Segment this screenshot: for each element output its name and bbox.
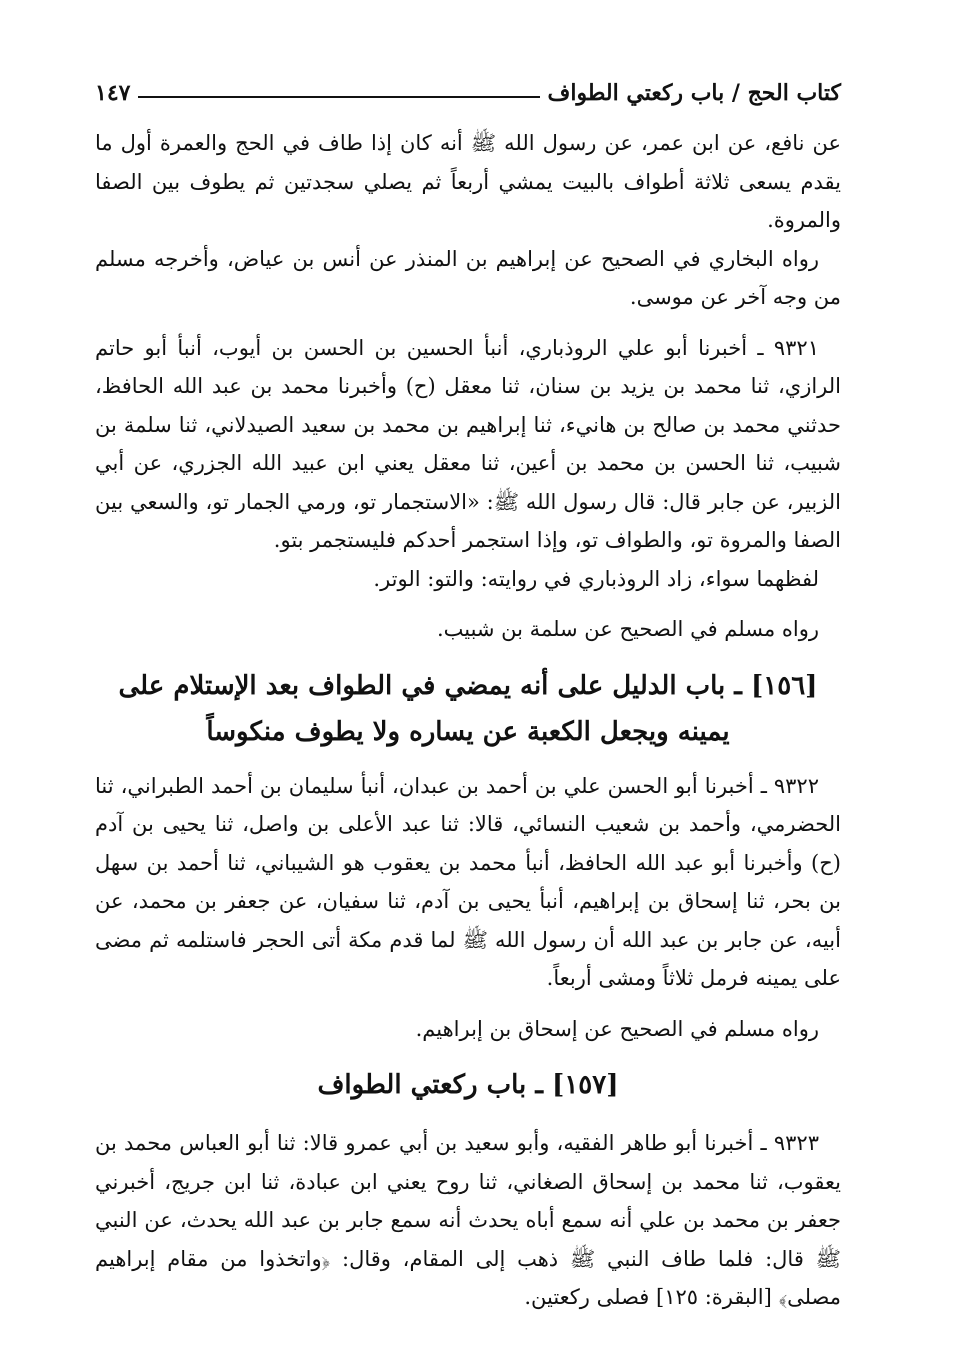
paragraph-hadith-9321: ٩٣٢١ ـ أخبرنا أبو علي الروذباري، أنبأ الحسين بن الحسن بن أيوب، أنبأ أبو حاتم الرازي، ثنا محمد بن يزيد بن سنان، ثنا معقل (ح) وأخبرنا محمد بن عبد الله الحافظ، حدثني محمد بن صالح بن هانيء، ثنا إبراهيم بن محمد بن سعيد الصيدلاني، ثنا سلمة بن شبيب، ثنا الحسن بن محمد بن أعين، ثنا معقل يعني ابن عبيد الله الجزري، عن أبي الزبير، عن جابر قال: قال رسول الله ﷺ: «الاستجمار تو، ورمي الجمار تو، والسعي بين الصفا والمروة تو، والطواف تو، وإذا استجمر أحدكم فليستجمر بتو. (95, 335, 841, 552)
paragraph-bukhari-note: رواه البخاري في الصحيح عن إبراهيم بن المنذر عن أنس بن عياض، وأخرجه مسلم من وجه آخر عن موسى. (95, 246, 841, 309)
paragraph-hadith-9322: ٩٣٢٢ ـ أخبرنا أبو الحسن علي بن أحمد بن عبدان، أنبأ سليمان بن أحمد الطبراني، ثنا الحضرمي، وأحمد بن شعيب النسائي، قالا: ثنا عبد الأعلى بن واصل، ثنا يحيى بن آدم (ح) وأخبرنا أبو عبد الله الحافظ، أنبأ محمد بن يعقوب هو الشيباني، ثنا أحمد بن سهل بن بحر، ثنا إسحاق بن إبراهيم، أنبأ يحيى بن آدم، ثنا سفيان، عن جعفر بن محمد، عن أبيه، عن جابر بن عبد الله أن رسول الله ﷺ لما قدم مكة أتى الحجر فاستلمه ثم مضى على يمينه فرمل ثلاثاً ومشى أربعاً. (95, 773, 841, 990)
paragraph-hadith-9323: ٩٣٢٣ ـ أخبرنا أبو طاهر الفقيه، وأبو سعيد بن أبي عمرو قالا: ثنا أبو العباس محمد بن يعقوب، ثنا محمد بن إسحاق الصغاني، ثنا روح يعني ابن عبادة، ثنا ابن جريج، أخبرني جعفر بن محمد بن علي أنه سمع أباه يحدث أنه سمع جابر بن عبد الله يحدث، عن النبي ﷺ قال: فلما طاف النبي ﷺ ذهب إلى المقام، وقال: ﴿واتخذوا من مقام إبراهيم مصلى﴾ [البقرة: ١٢٥] فصلى ركعتين. (95, 1131, 841, 1309)
running-header (95, 72, 841, 106)
header-title: كتاب الحج / باب ركعتي الطواف (547, 80, 841, 106)
header-rule (138, 96, 539, 98)
page-number: ١٤٧ (95, 80, 131, 106)
paragraph-hadith-continuation: عن نافع، عن ابن عمر، عن رسول الله ﷺ أنه كان إذا طاف في الحج والعمرة أول ما يقدم يسعى ثلاثة أطواف بالبيت يمشي أربعاً ثم يصلي سجدتين ثم يطوف بين الصفا والمروة. (95, 131, 841, 232)
chapter-heading-157: [١٥٧] ـ باب ركعتي الطواف (317, 1070, 619, 1100)
book-page (95, 72, 841, 1317)
page-body (95, 124, 841, 1317)
paragraph-wording-note: لفظهما سواء، زاد الروذباري في روايته: والتو: الوتر. (373, 566, 819, 591)
chapter-heading-156: [١٥٦] ـ باب الدليل على أنه يمضي في الطواف بعد الإستلام على يمينه ويجعل الكعبة عن يساره ولا يطوف منكوساً (118, 670, 818, 747)
paragraph-muslim-note-1: رواه مسلم في الصحيح عن سلمة بن شبيب. (436, 617, 819, 641)
paragraph-muslim-note-2: رواه مسلم في الصحيح عن إسحاق بن إبراهيم. (415, 1016, 819, 1041)
